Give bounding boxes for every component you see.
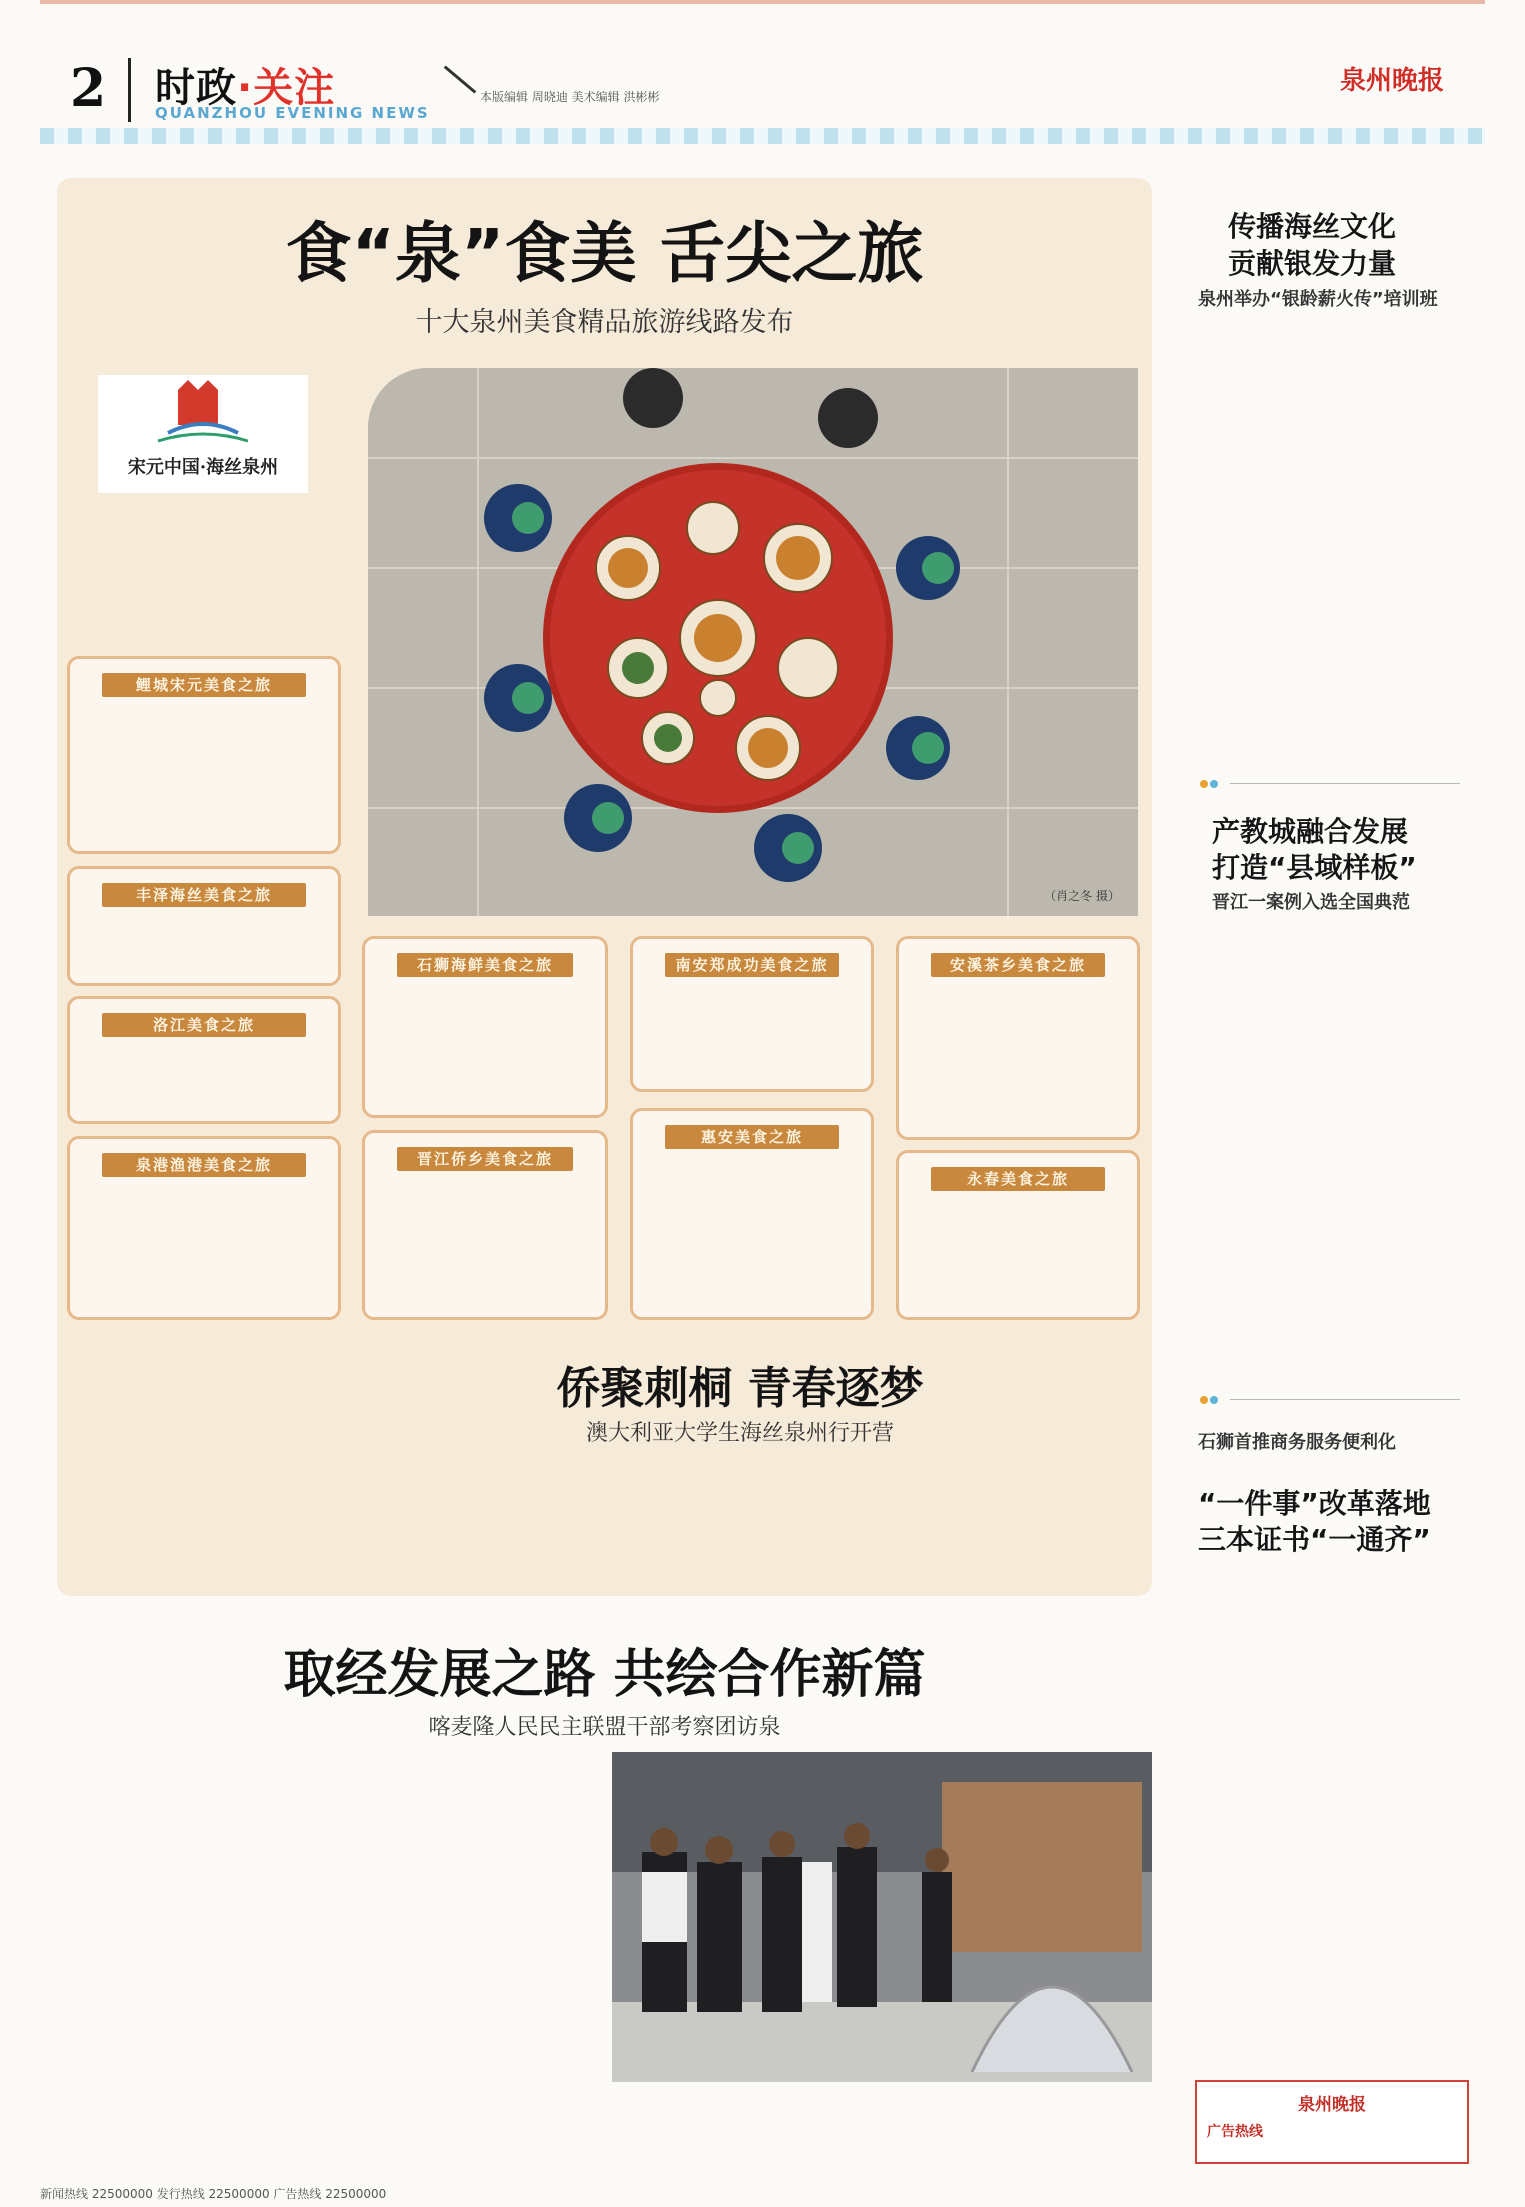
feature-subhead: 十大泉州美食精品旅游线路发布 — [415, 307, 794, 338]
route-card-title: 永春美食之旅 — [931, 1167, 1105, 1191]
right-story1-title1: 传播海丝文化 — [1228, 210, 1397, 243]
section-sep: · — [237, 65, 254, 111]
story3-headline: 取经发展之路 共绘合作新篇 — [283, 1645, 926, 1705]
route-card-title: 石狮海鲜美食之旅 — [397, 953, 573, 977]
route-card-title: 晋江侨乡美食之旅 — [397, 1147, 573, 1171]
route-card — [67, 996, 341, 1124]
route-card-title: 安溪茶乡美食之旅 — [931, 953, 1105, 977]
route-card — [362, 936, 608, 1118]
banquet-photo — [368, 368, 1138, 916]
right-story2-title1: 产教城融合发展 — [1212, 815, 1409, 848]
right-story2-sub: 晋江一案例入选全国典范 — [1212, 892, 1410, 913]
delegation-photo — [612, 1752, 1152, 2082]
route-card-body — [86, 1049, 322, 1111]
route-card-body — [86, 919, 322, 973]
ad-text: 广告热线 — [1207, 2124, 1263, 2140]
route-card-body — [86, 1189, 322, 1307]
campaign-logo — [98, 375, 308, 493]
right-story1-body — [1198, 340, 1468, 756]
section-divider-dots — [1200, 1396, 1460, 1402]
route-card-title: 南安郑成功美食之旅 — [665, 953, 839, 977]
route-card — [67, 656, 341, 854]
route-card — [67, 866, 341, 986]
delegation-photo-graphic — [612, 1752, 1152, 2082]
route-card-body — [649, 1161, 855, 1307]
paper-logo: 泉州晚报 — [1340, 66, 1445, 96]
story3-col1 — [57, 1752, 322, 2172]
route-card — [67, 1136, 341, 1320]
route-card — [896, 936, 1140, 1140]
section-a: 时政 — [155, 65, 237, 111]
story3-caption-text — [612, 2092, 1152, 2172]
route-card-body — [915, 989, 1121, 1127]
page-number: 2 — [70, 58, 107, 119]
right-story3-body — [1198, 1568, 1468, 2068]
section-b: 关注 — [253, 65, 336, 111]
top-rule — [40, 0, 1485, 4]
right-story3-title2: 三本证书“一通齐” — [1198, 1523, 1431, 1556]
right-story3-title1: “一件事”改革落地 — [1198, 1487, 1431, 1520]
route-card-title: 鲤城宋元美食之旅 — [102, 673, 306, 697]
section-subtitle-en: QUANZHOU EVENING NEWS — [155, 104, 430, 122]
story2-subhead: 澳大利亚大学生海丝泉州行开营 — [585, 1421, 894, 1446]
route-card-body — [86, 709, 322, 841]
story3-col2 — [336, 1752, 601, 2172]
route-card — [630, 936, 874, 1092]
story2-body — [70, 1456, 1140, 1586]
route-card-body — [649, 989, 855, 1079]
story3-subhead: 喀麦隆人民民主联盟干部考察团访泉 — [428, 1715, 781, 1740]
right-story2-body — [1198, 925, 1468, 1371]
ad-label: 泉州晚报 — [1298, 2095, 1366, 2115]
campaign-logo-text: 宋元中国·海丝泉州 — [127, 457, 279, 478]
footer: 新闻热线 22500000 发行热线 22500000 广告热线 22500000 — [40, 2187, 387, 2201]
route-card — [630, 1108, 874, 1320]
route-card — [362, 1130, 608, 1320]
ad-box — [1195, 2080, 1469, 2164]
decorative-band — [40, 128, 1485, 144]
right-story2-title2: 打造“县域样板” — [1212, 851, 1417, 884]
right-story1-sub: 泉州举办“银龄薪火传”培训班 — [1198, 289, 1438, 310]
photo-credit: （肖之冬 摄） — [1044, 889, 1120, 903]
slash-divider — [444, 65, 477, 93]
section-divider-dots — [1200, 780, 1460, 786]
story2-lead — [70, 1340, 338, 1448]
header-info: 本版编辑 周晓迪 美术编辑 洪彬彬 — [480, 90, 660, 104]
route-card-title: 惠安美食之旅 — [665, 1125, 839, 1149]
divider — [128, 58, 131, 122]
route-card — [896, 1150, 1140, 1320]
route-card-title: 丰泽海丝美食之旅 — [102, 883, 306, 907]
banquet-photo-graphic — [368, 368, 1138, 916]
right-story3-pre: 石狮首推商务服务便利化 — [1198, 1432, 1396, 1453]
route-card-body — [381, 1183, 589, 1307]
intro-text — [70, 516, 338, 648]
route-card-body — [915, 1203, 1121, 1307]
route-card-title: 洛江美食之旅 — [102, 1013, 306, 1037]
story2-headline: 侨聚刺桐 青春逐梦 — [556, 1363, 924, 1414]
right-story1-title2: 贡献银发力量 — [1228, 247, 1397, 280]
feature-headline: 食“泉”食美 舌尖之旅 — [285, 215, 924, 292]
route-card-body — [381, 989, 589, 1105]
route-card-title: 泉港渔港美食之旅 — [102, 1153, 306, 1177]
